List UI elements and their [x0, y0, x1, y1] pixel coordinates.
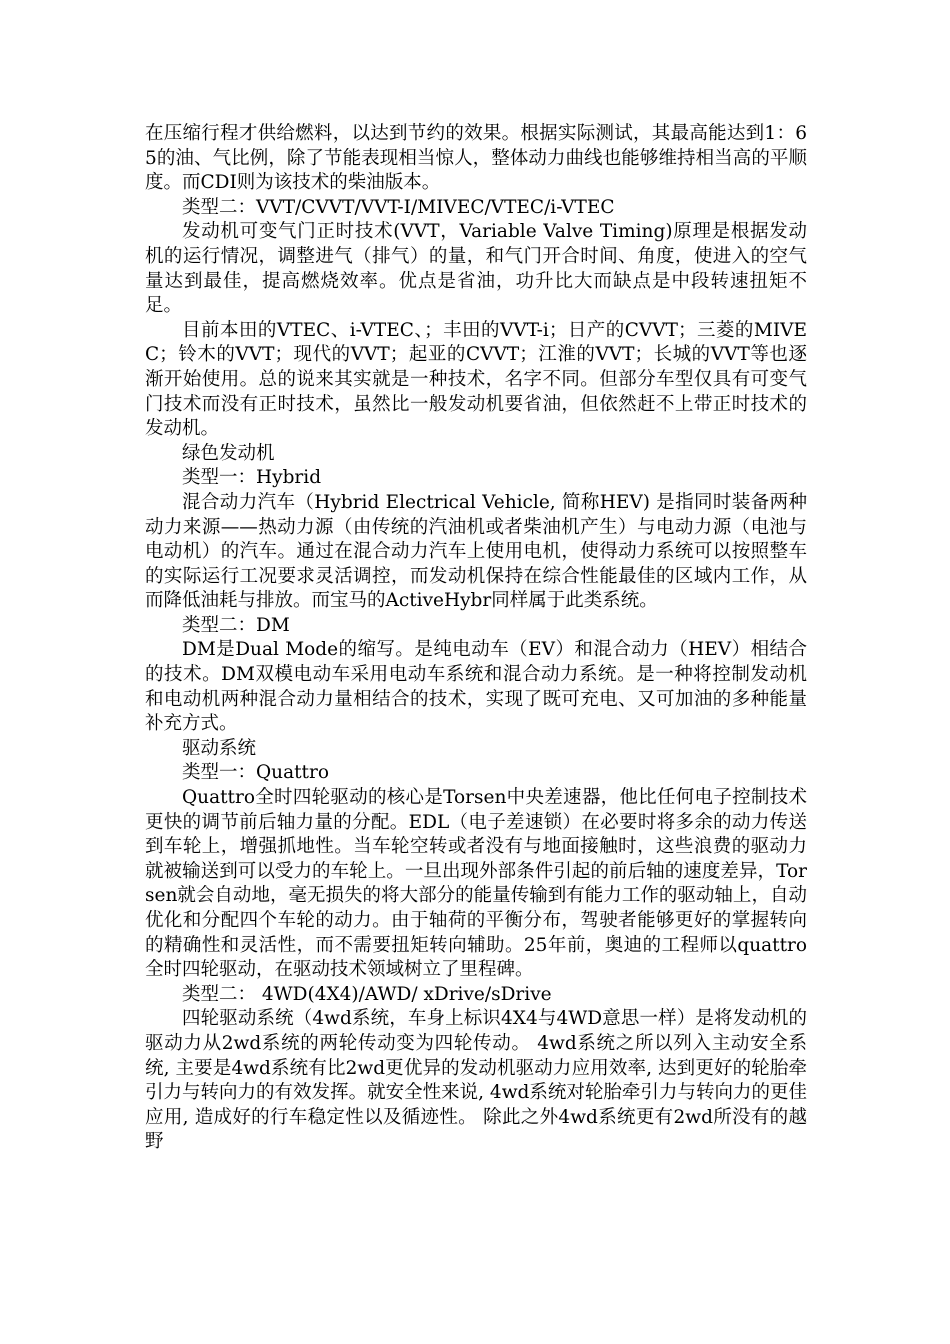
paragraph-fuel-saving: 在压缩行程才供给燃料，以达到节约的效果。根据实际测试，其最高能达到1：65的油、气比例，除了节能表现相当惊人，整体动力曲线也能够维持相当高的平顺度。而CDI则为该技术的柴油版本。 [145, 123, 807, 194]
paragraph-quattro: Quattro全时四轮驱动的核心是Torsen中央差速器，他比任何电子控制技术更快的调节前后轴力量的分配。EDL（电子差速锁）在必要时将多余的动力传送到车轮上，增强抓地性。当车轮空转或者没有与地面接触时，这些浪费的驱动力就被输送到可以受力的车轮上。一旦出现外部条件引起的前后轴的速度差异，Torsen就会自动地，毫无损失的将大部分的能量传输到有能力工作的驱动轴上，自动优化和分配四个车轮的动力。由于轴荷的平衡分布，驾驶者能够更好的掌握转向的精确性和灵活性，而不需要扭矩转向辅助。25年前，奥迪的工程师以quattro全时四轮驱动，在驱动技术领域树立了里程碑。 [145, 787, 807, 981]
paragraph-4wd: 四轮驱动系统（4wd系统，车身上标识4X4与4WD意思一样）是将发动机的驱动力从2wd系统的两轮传动变为四轮传动。 4wd系统之所以列入主动安全系统, 主要是4wd系统有比2wd更优异的发动机驱动力应用效率, 达到更好的轮胎牵引力与转向力的有效发挥。就安全性来说, 4wd系统对轮胎牵引力与转向力的更佳应用, 造成好的行车稳定性以及循迹性。 除此之外4wd系统更有2wd所没有的越野 [145, 1008, 807, 1153]
paragraph-vvt-principle: 发动机可变气门正时技术(VVT，Variable Valve Timing)原理是根据发动机的运行情况，调整进气（排气）的量，和气门开合时间、角度，使进入的空气量达到最佳，提高燃烧效率。优点是省油，功升比大而缺点是中段转速扭矩不足。 [145, 221, 807, 317]
heading-type-one-quattro: 类型一：Quattro [182, 762, 329, 784]
paragraph-hybrid: 混合动力汽车（Hybrid Electrical Vehicle, 简称HEV) 是指同时装备两种动力来源——热动力源（由传统的汽油机或者柴油机产生）与电动力源（电池与电动机）的汽车。通过在混合动力汽车上使用电机，使得动力系统可以按照整车的实际运行工况要求灵活调控，而发动机保持在综合性能最佳的区域内工作，从而降低油耗与排放。而宝马的ActiveHybr同样属于此类系统。 [145, 491, 807, 612]
section-heading-green-engine: 绿色发动机 [182, 442, 275, 464]
paragraph-dm: DM是Dual Mode的缩写。是纯电动车（EV）和混合动力（HEV）相结合的技术。DM双模电动车采用电动车系统和混合动力系统。是一种将控制发动机和电动机两种混合动力量相结合的技术，实现了既可充电、又可加油的多种能量补充方式。 [145, 639, 807, 735]
heading-type-two-vvt: 类型二：VVT/CVVT/VVT-I/MIVEC/VTEC/i-VTEC [182, 196, 615, 218]
heading-type-two-dm: 类型二：DM [182, 614, 290, 636]
document-page [145, 122, 807, 1155]
paragraph-vvt-brands: 目前本田的VTEC、i-VTEC、；丰田的VVT-i；日产的CVVT；三菱的MIVEC；铃木的VVT；现代的VVT；起亚的CVVT；江淮的VVT；长城的VVT等也逐渐开始使用。总的说来其实就是一种技术，名字不同。但部分车型仅具有可变气门技术而没有正时技术，虽然比一般发动机要省油，但依然赶不上带正时技术的发动机。 [145, 319, 807, 440]
heading-type-one-hybrid: 类型一：Hybrid [182, 467, 322, 489]
section-heading-drive-system: 驱动系统 [182, 737, 257, 759]
heading-type-two-4wd: 类型二： 4WD(4X4)/AWD/ xDrive/sDrive [182, 983, 552, 1005]
